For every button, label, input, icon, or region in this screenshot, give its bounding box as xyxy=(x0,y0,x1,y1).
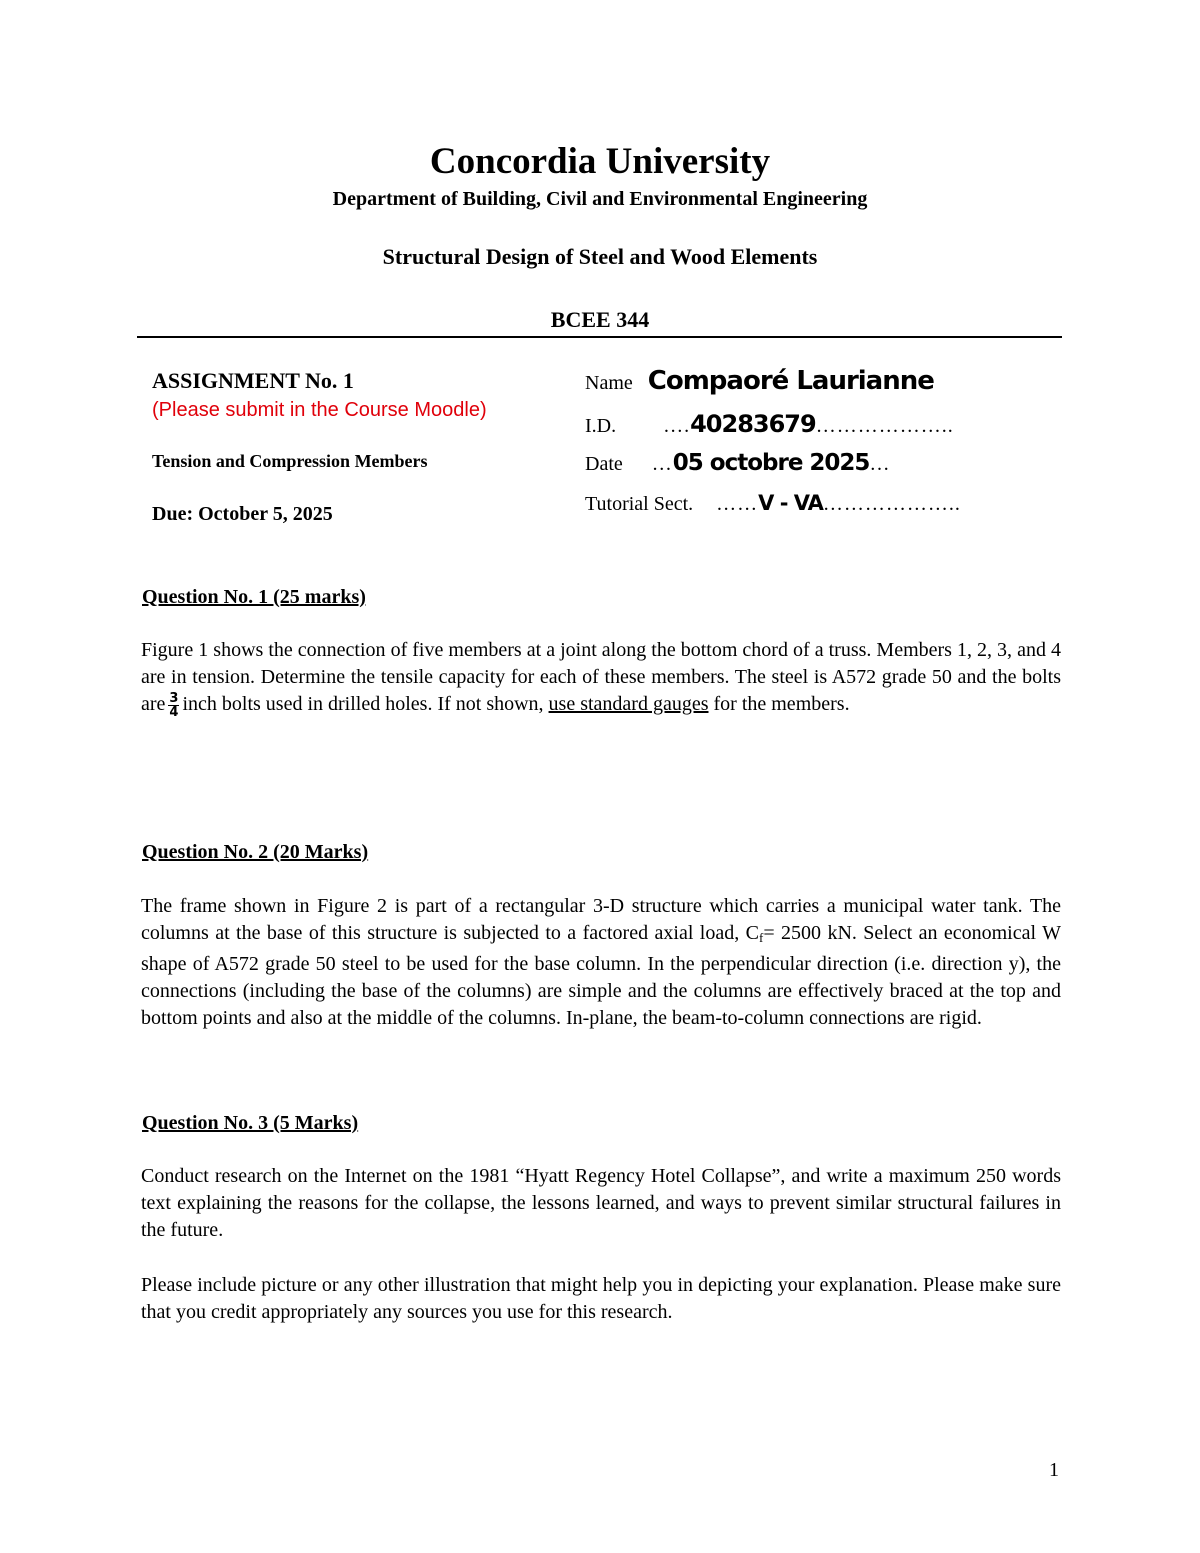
submit-note: (Please submit in the Course Moodle) xyxy=(152,399,487,421)
question-3-paragraph-2: Please include picture or any other illustration that might help you in depicting your explanation. Please make sure that you credit appropriately any sources you use for this research. xyxy=(141,1274,1061,1323)
page-number: 1 xyxy=(1049,1459,1059,1481)
standard-gauges-underlined: use standard gauges xyxy=(548,693,709,715)
tutorial-lead-dots: …… xyxy=(716,493,759,515)
date-field xyxy=(585,450,890,476)
question-3-paragraph-1: Conduct research on the Internet on the 1981 “Hyatt Regency Hotel Collapse”, and write a maximum 250 words text explaining the reasons for the collapse, the lessons learned, and ways to prevent similar structural failures in the future. xyxy=(141,1165,1061,1241)
tutorial-value: V - VA xyxy=(758,491,823,515)
id-trail-dots: ……………….. xyxy=(815,415,954,437)
question-1-text-part1: Figure 1 shows the connection of five members at a joint along the bottom chord of a truss. Members 1, 2, 3, and 4 are in tension. Determine the tensile capacity for each of these members. The steel is A572 grade 50 and the bolts are xyxy=(141,639,1061,715)
department-name: Department of Building, Civil and Environmental Engineering xyxy=(332,188,868,210)
course-code: BCEE 344 xyxy=(550,307,650,332)
date-value: 05 octobre 2025 xyxy=(672,450,870,476)
assignment-heading: ASSIGNMENT No. 1 xyxy=(152,368,354,393)
assignment-topic: Tension and Compression Members xyxy=(152,451,428,471)
tutorial-trail-dots: ……………….. xyxy=(822,493,961,515)
question-2-text xyxy=(141,893,1061,1032)
name-label: Name xyxy=(585,372,633,394)
tutorial-label: Tutorial Sect. xyxy=(585,493,694,515)
header-divider xyxy=(137,336,1062,338)
due-date: Due: October 5, 2025 xyxy=(152,503,333,525)
id-lead-dots: …. xyxy=(663,415,691,437)
tutorial-field xyxy=(585,491,961,516)
question-3-heading: Question No. 3 (5 Marks) xyxy=(142,1112,359,1134)
subscript-f: f xyxy=(758,930,764,945)
course-title: Structural Design of Steel and Wood Elements xyxy=(382,244,818,269)
university-title: Concordia University xyxy=(429,141,771,182)
name-value: Compaoré Laurianne xyxy=(647,366,934,396)
question-2-text-part1: The frame shown in Figure 2 is part of a rectangular 3-D structure which carries a municipal water tank. The columns at the base of this structure is subjected to a factored axial load, C xyxy=(141,895,1061,944)
fraction-three-quarters: $\frac{3}{4}$ xyxy=(169,690,179,720)
date-trail-dots: … xyxy=(869,453,891,475)
question-2-heading: Question No. 2 (20 Marks) xyxy=(142,841,369,863)
date-label: Date xyxy=(585,453,623,475)
id-field xyxy=(585,410,954,438)
question-2-text-part2: = 2500 kN. Select an economical W shape of A572 grade 50 steel to be used for the base column. In the perpendicular direction (i.e. direction y), the connections (including the base of the columns) are simple and the columns are effectively braced at the top and bottom points and also at the middle of the columns. In-plane, the beam-to-column connections are rigid. xyxy=(141,922,1061,1029)
question-1-text xyxy=(141,637,1061,719)
name-field xyxy=(585,366,934,396)
id-value: 40283679 xyxy=(690,410,816,438)
question-1-text-part2: inch bolts used in drilled holes. If not shown, xyxy=(182,693,544,715)
question-1-heading: Question No. 1 (25 marks) xyxy=(142,586,366,608)
id-label: I.D. xyxy=(585,415,617,437)
question-1-text-part3: for the members. xyxy=(713,693,850,715)
date-lead-dots: … xyxy=(651,453,673,475)
